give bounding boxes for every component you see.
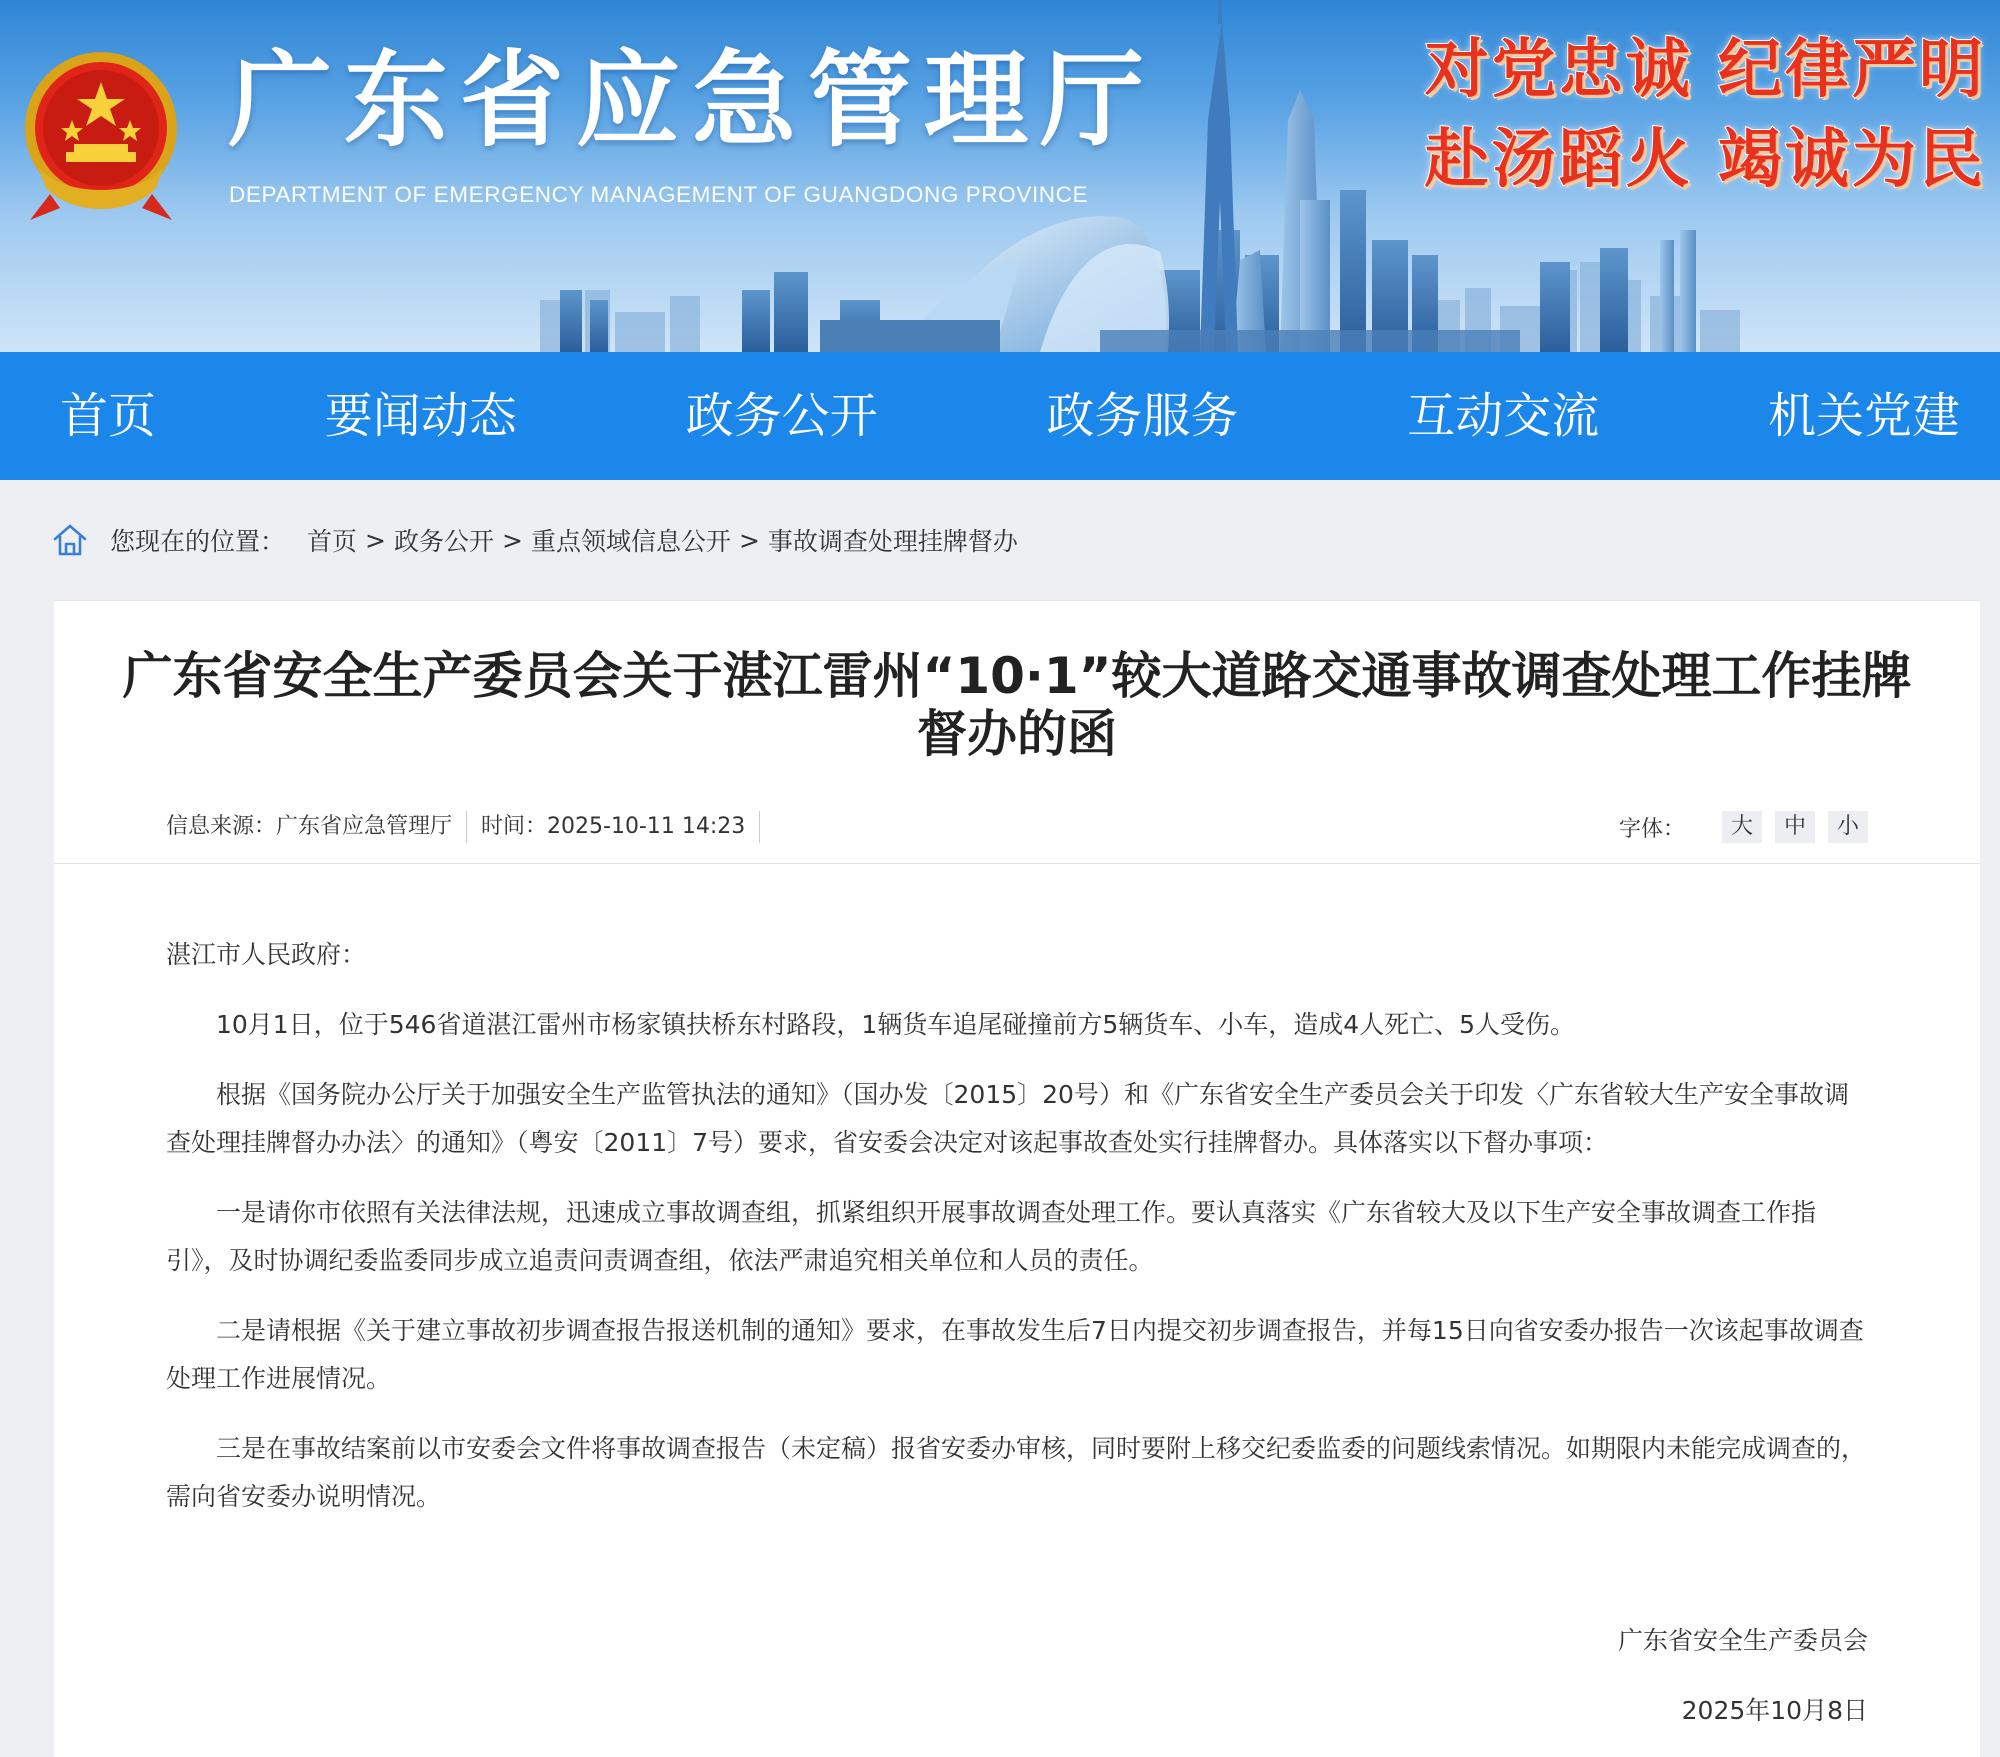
article-paragraph: 10月1日，位于546省道湛江雷州市杨家镇扶桥东村路段，1辆货车追尾碰撞前方5辆货车、小车，造成4人死亡、5人受伤。: [216, 1010, 1576, 1039]
site-title: 广东省应急管理厅: [228, 39, 1157, 161]
slogan-line-2: 赴汤蹈火 竭诚为民: [1424, 122, 1986, 197]
article-salutation: 湛江市人民政府：: [166, 940, 367, 969]
article-paragraph: 一是请你市依照有关法律法规，迅速成立事故调查组，抓紧组织开展事故调查处理工作。要认真落实《广东省较大及以下生产安全事故调查工作指引》，及时协调纪委监委同步成立追责问责调查组，依法严肃追究相关单位和人员的责任。: [166, 1198, 1817, 1275]
nav-item-interaction[interactable]: 互动交流: [1407, 388, 1600, 444]
breadcrumb-item-key-areas[interactable]: 重点领域信息公开: [530, 527, 731, 556]
article-paragraph: 二是请根据《关于建立事故初步调查报告报送机制的通知》要求，在事故发生后7日内提交初步调查报告，并每15日向省安委办报告一次该起事故调查处理工作进展情况。: [166, 1316, 1864, 1393]
font-size-large-button[interactable]: 大: [1722, 811, 1762, 843]
nav-item-home[interactable]: 首页: [60, 388, 157, 444]
nav-item-party-building[interactable]: 机关党建: [1767, 388, 1960, 444]
nav-item-government-services[interactable]: 政务服务: [1046, 388, 1239, 444]
article-paragraph: 三是在事故结案前以市安委会文件将事故调查报告（未定稿）报省安委办审核，同时要附上移交纪委监委的问题线索情况。如期限内未能完成调查的，需向省安委办说明情况。: [166, 1434, 1867, 1511]
article-source: 信息来源：广东省应急管理厅: [166, 811, 467, 843]
national-emblem-icon: [20, 48, 182, 220]
article-title: 广东省安全生产委员会关于湛江雷州“10·1”较大道路交通事故调查处理工作挂牌督办的函: [122, 647, 1912, 763]
breadcrumb-item-home[interactable]: 首页: [307, 527, 358, 556]
article-body: [166, 931, 1868, 1543]
slogan-line-1: 对党忠诚 纪律严明: [1424, 32, 1986, 107]
font-size-label: 字体：: [1618, 816, 1685, 842]
nav-item-news[interactable]: 要闻动态: [324, 388, 517, 444]
breadcrumb: [52, 520, 1018, 560]
breadcrumb-separator: >: [738, 525, 760, 555]
home-icon: [52, 522, 88, 558]
site-subtitle: DEPARTMENT OF EMERGENCY MANAGEMENT OF GUANGDONG PROVINCE: [229, 182, 1089, 207]
breadcrumb-prefix: 您现在的位置：: [110, 527, 286, 556]
breadcrumb-separator: >: [502, 525, 523, 555]
breadcrumb-item-accident-supervision[interactable]: 事故调查处理挂牌督办: [767, 527, 1018, 556]
nav-item-government-affairs-disclosure[interactable]: 政务公开: [685, 388, 878, 444]
meta-divider: [54, 863, 1980, 864]
article-signature: 广东省安全生产委员会: [1617, 1626, 1868, 1655]
article-date: 2025年10月8日: [1681, 1696, 1868, 1725]
breadcrumb-separator: >: [365, 525, 386, 555]
breadcrumb-item-government-affairs[interactable]: 政务公开: [393, 527, 494, 556]
article-card: [54, 600, 1980, 1757]
font-size-small-button[interactable]: 小: [1828, 811, 1868, 843]
article-paragraph: 根据《国务院办公厅关于加强安全生产监管执法的通知》（国办发〔2015〕20号）和《广东省安全生产委员会关于印发〈广东省较大生产安全事故调查处理挂牌督办办法〉的通知》（粤安〔2011〕7号）要求，省安委会决定对该起事故查处实行挂牌督办。具体落实以下督办事项：: [166, 1080, 1849, 1157]
main-nav: [0, 352, 2000, 480]
article-time: 时间：2025-10-11 14:23: [481, 811, 760, 843]
site-banner: [0, 0, 2000, 352]
article-meta: [166, 809, 1868, 845]
font-size-medium-button[interactable]: 中: [1775, 811, 1815, 843]
